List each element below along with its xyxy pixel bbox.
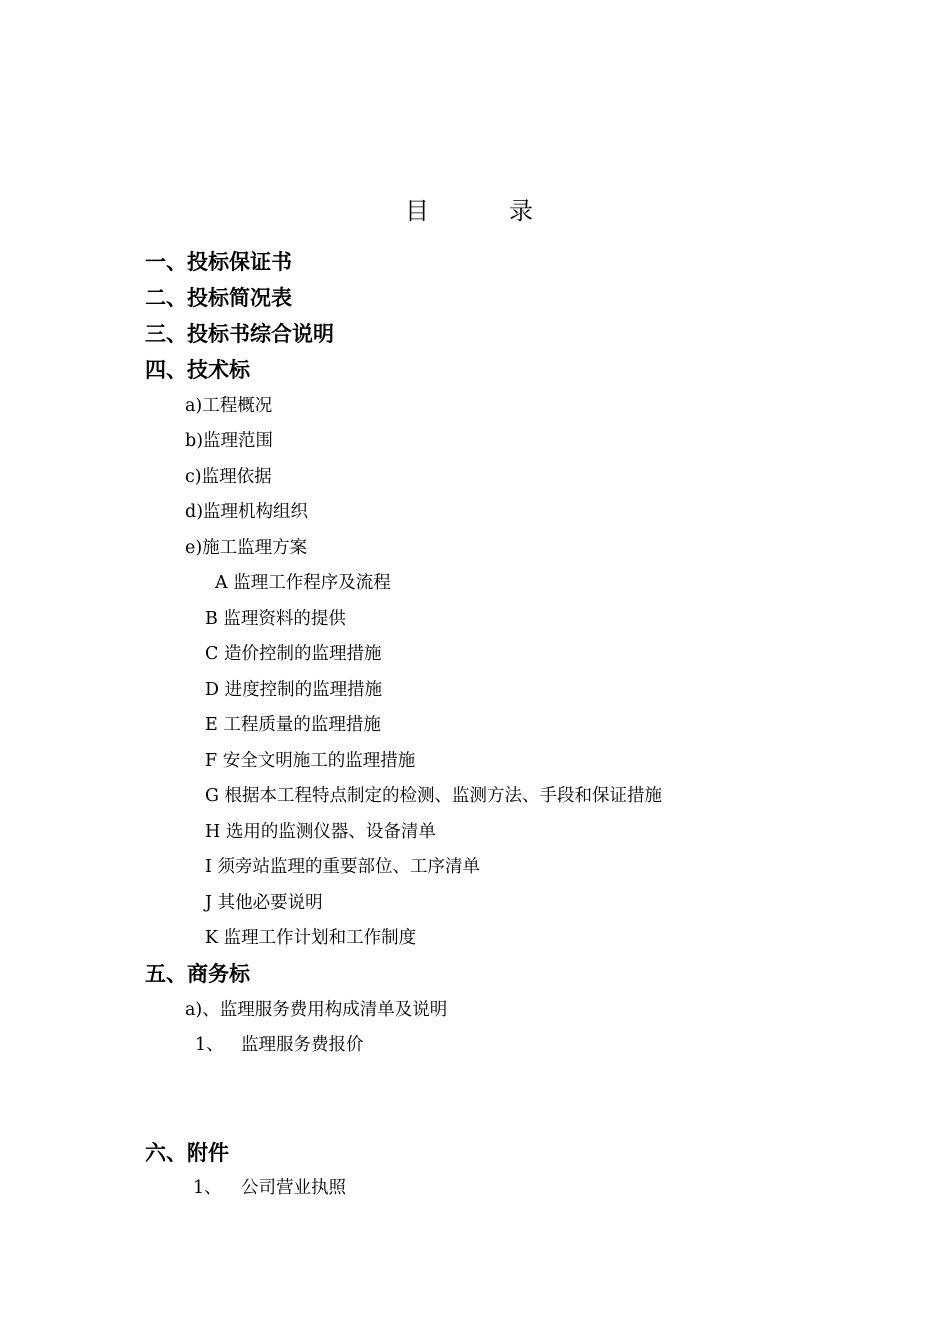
toc-subitem-C: C 造价控制的监理措施 — [205, 644, 382, 664]
section-heading-4: 四、技术标 — [145, 358, 250, 382]
toc-subitem-F: F 安全文明施工的监理措施 — [205, 751, 416, 771]
section-heading-5: 五、商务标 — [145, 962, 250, 986]
toc-subitem-G: G 根据本工程特点制定的检测、监测方法、手段和保证措施 — [205, 786, 663, 806]
title-char-1: 目 — [405, 197, 429, 225]
item-number: 1、 — [195, 1035, 224, 1055]
toc-subitem-H: H 选用的监测仪器、设备清单 — [205, 822, 436, 842]
item-number: 1、 — [193, 1178, 222, 1198]
toc-subitem-B: B 监理资料的提供 — [205, 609, 346, 629]
page-title — [405, 194, 533, 228]
toc-subitem-I: I 须旁站监理的重要部位、工序清单 — [205, 857, 480, 877]
item-text: 公司营业执照 — [241, 1178, 346, 1198]
title-char-2: 录 — [509, 197, 533, 225]
toc-subitem-A: A 监理工作程序及流程 — [215, 573, 391, 593]
section-heading-1: 一、投标保证书 — [145, 250, 292, 274]
section-heading-3: 三、投标书综合说明 — [145, 322, 334, 346]
toc-subitem-J: J 其他必要说明 — [205, 893, 323, 913]
toc-item-business-1 — [195, 1032, 364, 1058]
section-heading-2: 二、投标简况表 — [145, 286, 292, 310]
toc-item-tech-b: b)监理范围 — [185, 431, 274, 451]
toc-subitem-E: E 工程质量的监理措施 — [205, 715, 381, 735]
toc-item-tech-a: a)工程概况 — [185, 396, 273, 416]
toc-subitem-K: K 监理工作计划和工作制度 — [205, 928, 417, 948]
toc-item-tech-c: c)监理依据 — [185, 467, 272, 487]
section-heading-6: 六、附件 — [145, 1141, 229, 1165]
toc-item-attachment-1 — [193, 1175, 346, 1201]
item-text: 监理服务费报价 — [241, 1035, 364, 1055]
toc-item-tech-e: e)施工监理方案 — [185, 538, 308, 558]
toc-item-business-a: a)、监理服务费用构成清单及说明 — [185, 1000, 448, 1020]
toc-subitem-D: D 进度控制的监理措施 — [205, 680, 383, 700]
toc-item-tech-d: d)监理机构组织 — [185, 502, 309, 522]
